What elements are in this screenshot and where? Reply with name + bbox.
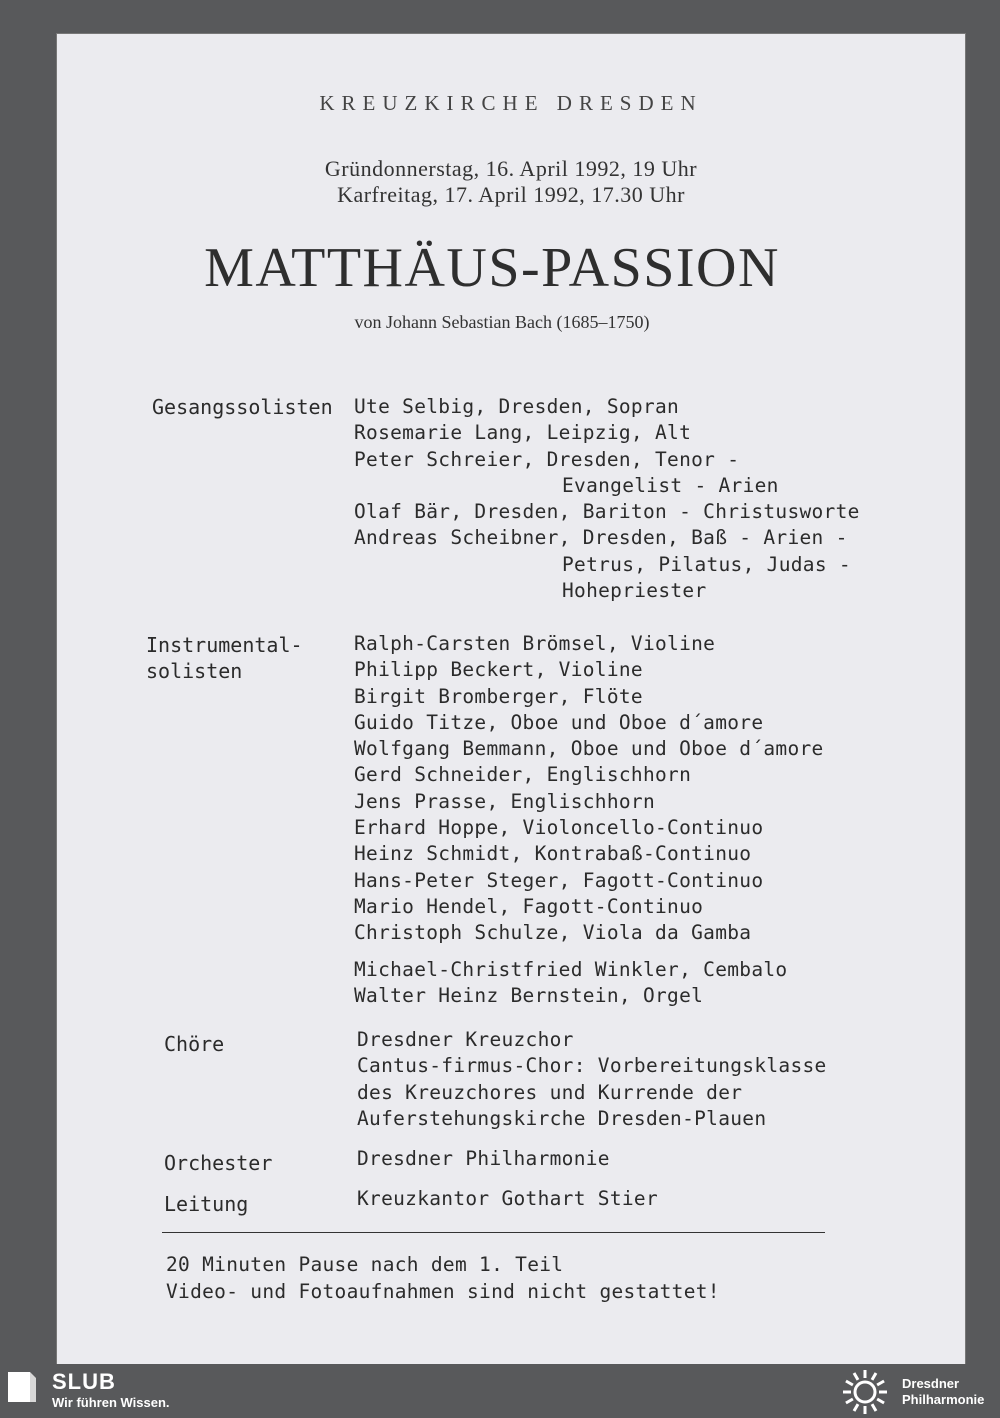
- list-item: Michael-Christfried Winkler, Cembalo: [354, 958, 788, 981]
- list-item: Petrus, Pilatus, Judas -: [562, 552, 851, 576]
- note-no-photography: Video- und Fotoaufnahmen sind nicht gestattet!: [166, 1280, 720, 1303]
- list-item: Hans-Peter Steger, Fagott-Continuo: [354, 868, 764, 892]
- list-item: des Kreuzchores und Kurrende der: [357, 1080, 743, 1104]
- instrumental-soloists-list: [354, 631, 824, 947]
- list-item: Ute Selbig, Dresden, Sopran: [354, 395, 680, 418]
- list-item: Olaf Bär, Dresden, Bariton - Christusworte: [354, 500, 860, 524]
- list-item: Jens Prasse, Englischhorn: [354, 789, 655, 813]
- list-item: Christoph Schulze, Viola da Gamba: [354, 921, 752, 945]
- section-label-vocal-soloists: Gesangssolisten: [152, 395, 333, 419]
- philharmonie-logo-text-line1: Dresdner: [902, 1376, 960, 1391]
- slub-logo-text: SLUB: [52, 1369, 116, 1394]
- list-item: Peter Schreier, Dresden, Tenor -: [354, 447, 740, 471]
- performance-date-1: Gründonnerstag, 16. April 1992, 19 Uhr: [324, 156, 698, 181]
- venue-heading: KREUZKIRCHE DRESDEN: [319, 91, 703, 115]
- list-item: Hohepriester: [562, 579, 707, 603]
- list-item: Mario Hendel, Fagott-Continuo: [354, 894, 704, 918]
- note-intermission: 20 Minuten Pause nach dem 1. Teil: [166, 1253, 564, 1276]
- footer-bar: [0, 1364, 1000, 1418]
- list-item: Auferstehungskirche Dresden-Plauen: [357, 1106, 767, 1130]
- list-item: Walter Heinz Bernstein, Orgel: [354, 984, 704, 1008]
- divider-rule: [162, 1232, 825, 1233]
- continuo-list: [354, 957, 787, 1010]
- list-item: Erhard Hoppe, Violoncello-Continuo: [354, 816, 764, 840]
- vocal-soloists-list: [354, 394, 860, 604]
- section-label-conductor: Leitung: [164, 1192, 249, 1216]
- conductor-value: Kreuzkantor Gothart Stier: [357, 1187, 658, 1210]
- section-label-choirs: Chöre: [164, 1032, 225, 1056]
- work-title: MATTHÄUS-PASSION: [204, 237, 780, 299]
- choirs-list: [357, 1027, 827, 1132]
- list-item: Rosemarie Lang, Leipzig, Alt: [354, 421, 692, 445]
- list-item: Andreas Scheibner, Dresden, Baß - Arien -: [354, 526, 848, 550]
- orchestra-value: Dresdner Philharmonie: [357, 1147, 610, 1170]
- section-label-instrumental-soloists: [146, 632, 303, 684]
- slub-logo-icon: [8, 1372, 36, 1402]
- philharmonie-logo-text-line2: Philharmonie: [902, 1392, 985, 1407]
- composer-line: von Johann Sebastian Bach (1685–1750): [354, 312, 650, 332]
- list-item: Philipp Beckert, Violine: [354, 658, 643, 682]
- list-item: Cantus-firmus-Chor: Vorbereitungsklasse: [357, 1054, 827, 1078]
- list-item: Dresdner Kreuzchor: [357, 1028, 574, 1051]
- label-line: Instrumental-: [146, 633, 303, 657]
- slub-tagline: Wir führen Wissen.: [52, 1395, 170, 1410]
- performance-date-2: Karfreitag, 17. April 1992, 17.30 Uhr: [337, 182, 685, 207]
- list-item: Ralph-Carsten Brömsel, Violine: [354, 632, 716, 655]
- philharmonie-logo-icon: [842, 1369, 888, 1415]
- label-line: solisten: [146, 659, 243, 683]
- list-item: Guido Titze, Oboe und Oboe d´amore: [354, 710, 764, 734]
- list-item: Wolfgang Bemmann, Oboe und Oboe d´amore: [354, 737, 824, 761]
- list-item: Evangelist - Arien: [562, 473, 779, 497]
- list-item: Gerd Schneider, Englischhorn: [354, 763, 692, 787]
- section-label-orchestra: Orchester: [164, 1151, 273, 1175]
- list-item: Birgit Bromberger, Flöte: [354, 684, 643, 708]
- program-sheet: [57, 34, 965, 1364]
- list-item: Heinz Schmidt, Kontrabaß-Continuo: [354, 842, 752, 866]
